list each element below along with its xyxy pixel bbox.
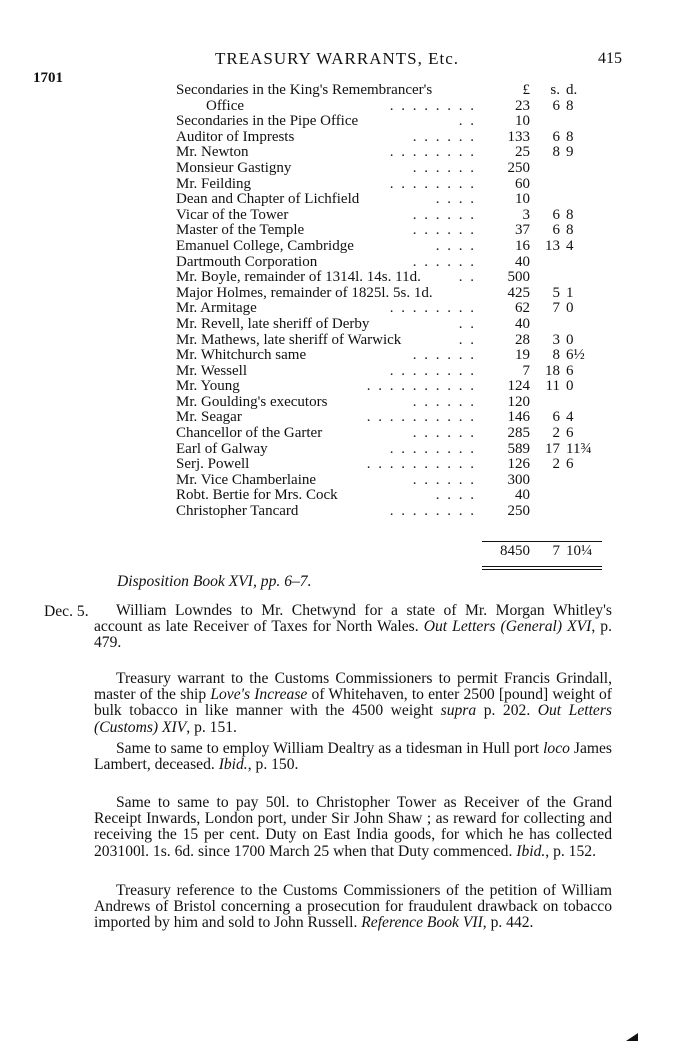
ledger-row-pence: 6½ [566,347,585,364]
disposition-reference [117,574,311,590]
ledger-row-pounds: 589 [507,440,530,457]
ledger-row-pence: 11¾ [566,440,592,457]
ledger-row [176,488,604,504]
ledger-row-leader: . . . . . . [412,471,476,488]
ledger-row-pounds: 28 [515,331,530,348]
ledger-row-name: Chancellor of the Garter [176,425,323,442]
ledger-total-row [176,544,604,560]
ledger-row-name: Master of the Temple [176,222,305,239]
ledger-row-leader: . . [458,113,476,130]
ledger-row [176,177,604,193]
ledger-row-shillings: 6 [552,128,560,145]
ship-name: Love's Increase [210,686,308,704]
ledger-row-pounds: 10 [515,113,530,130]
supra-word: supra [440,702,477,720]
entry-text: p. 202. [476,702,538,720]
ledger-row-shillings: 7 [552,300,560,317]
ledger-row [176,208,604,224]
ledger-row-leader: . . [458,315,476,332]
ledger-row-shillings: 6 [552,222,560,239]
ledger-row-pounds: 37 [515,222,530,239]
total-pounds: 8450 [500,543,530,559]
ibid-word: Ibid. [218,756,248,774]
ledger-row-leader: . . . . . . [412,425,476,442]
col-shillings-header: s. [550,82,560,98]
ledger-row-name: Mr. Armitage [176,300,257,317]
total-rule-top [482,541,602,542]
ledger-row-pounds: 285 [507,425,530,442]
ledger-row-leader: . . . . . . [412,393,476,410]
ledger-row-pence: 8 [566,222,574,239]
disposition-book: Disposition Book XVI [117,573,253,590]
ledger-row-shillings: 18 [545,362,560,379]
ledger-row-pounds: 133 [507,128,530,145]
ledger-row-shillings: 5 [552,284,560,301]
ledger-row-shillings: 3 [552,331,560,348]
ledger-row-pounds: 23 [515,97,530,114]
ledger-row-name: Serj. Powell [176,456,250,473]
ledger-row-name: Dean and Chapter of Lichfield [176,191,360,208]
ledger-row-leader: . . . . . . . . [389,97,476,114]
ledger-row-shillings: 6 [552,97,560,114]
ledger-row-leader: . . . . [435,237,476,254]
ledger-row-shillings: 8 [552,144,560,161]
ledger-row-shillings: 17 [545,440,560,457]
ledger-row [176,255,604,271]
ledger-row-name: Mr. Wessell [176,362,248,379]
ledger-row-pounds: 120 [507,393,530,410]
ledger-row-shillings: 6 [552,409,560,426]
ledger-row-pounds: 124 [507,378,530,395]
ledger-row-shillings: 11 [545,378,560,395]
ledger-row-name: Major Holmes, remainder of 1825l. 5s. 1d. [176,284,433,301]
ledger-row-pounds: 40 [515,315,530,332]
ledger-row-pounds: 300 [507,471,530,488]
ledger-row-pounds: 25 [515,144,530,161]
total-rule-bottom-1 [482,566,602,567]
ledger-row-pounds: 16 [515,237,530,254]
ledger-row-pounds: 7 [522,362,530,379]
ledger-row-pence: 8 [566,206,574,223]
ledger-row-name: Mr. Boyle, remainder of 1314l. 14s. 11d. [176,269,421,286]
total-rule-bottom-2 [482,569,602,570]
ledger-row [176,317,604,333]
ledger-row-leader: . . . . . . [412,128,476,145]
ledger-row-leader: . . . . [435,487,476,504]
ledger-row-name: Mr. Mathews, late sheriff of Warwick [176,331,402,348]
ledger-row [176,395,604,411]
entry-text: James Lambert, deceased. [94,740,613,774]
ledger-row-pounds: 19 [515,347,530,364]
ledger-row [176,348,604,364]
ledger-row-name: Emanuel College, Cambridge [176,237,354,254]
ledger-row-leader: . . . . [435,191,476,208]
ledger-row-name: Mr. Goulding's executors [176,393,328,410]
entry-dealtry [94,741,612,773]
ledger-row [176,457,604,473]
ledger-row [176,161,604,177]
entry-date: Dec. 5. [44,603,89,620]
page-title: TREASURY WARRANTS, Etc. [214,49,460,68]
entry-text: William Lowndes to Mr. Chetwynd for a state of Mr. Morgan Whitley's account as late Receiver of Taxes for North Wales. [94,602,612,636]
entry-text: Treasury warrant to the Customs Commissioners to permit Francis Grindall, master of the ship [94,670,612,704]
ledger-row-name: Secondaries in the King's Remembrancer's [176,82,433,98]
ledger-row-leader: . . [458,331,476,348]
ledger-row-pounds: 146 [507,409,530,426]
ledger-row-pence: 0 [566,331,574,348]
ledger-row-leader: . . . . . . . . . . [366,456,476,473]
ledger-row-pounds: 10 [515,191,530,208]
ledger-row-pounds: 126 [507,456,530,473]
entry-pages: , p. 442. [482,914,534,932]
entry-reference: Reference Book VII [361,914,483,932]
ledger-row-name: Mr. Feilding [176,175,252,192]
ledger-row-leader: . . . . . . . . . . [366,378,476,395]
entry-pages: , p. 151. [186,718,237,736]
ledger-row-pence: 0 [566,300,574,317]
ledger-row [176,223,604,239]
ledger-row-leader: . . . . . . . . [389,144,476,161]
entry-pages: , p. 152. [545,842,596,860]
ledger-row [176,301,604,317]
ledger-row-pence: 6 [566,362,574,379]
ibid-word: Ibid. [516,842,546,860]
ledger-row-name: Mr. Vice Chamberlaine [176,471,317,488]
total-pence: 10¼ [566,543,593,559]
ledger-row-leader: . . . . . . . . [389,362,476,379]
ledger-row-leader: . . . . . . . . . . [366,409,476,426]
ledger-row-name: Earl of Galway [176,440,268,457]
ledger-row-shillings: 2 [552,456,560,473]
ledger-row-leader: . . . . . . [412,347,476,364]
ledger-row-name: Mr. Young [176,378,240,395]
ledger-row [176,145,604,161]
ledger-row [176,286,604,302]
entry-pages: , p. 150. [247,756,299,774]
ledger-row-pence: 6 [566,456,574,473]
ledger-row-pounds: 62 [515,300,530,317]
ledger-header-row [176,83,604,99]
ledger-row-leader: . . [458,269,476,286]
ledger-row-pence: 1 [566,284,574,301]
ledger-row-pounds: 500 [507,269,530,286]
ledger-row [176,130,604,146]
ledger-row [176,114,604,130]
ledger-row-name: Christopher Tancard [176,503,299,520]
ledger-row-shillings: 13 [545,237,560,254]
entry-lowndes [94,603,612,652]
entry-tower [94,795,612,860]
ledger-row [176,192,604,208]
ledger-row [176,442,604,458]
ledger-row-leader: . . . . . . . . [389,300,476,317]
ledger-row [176,426,604,442]
entry-pages: , p. 479. [94,618,612,652]
ledger-row [176,99,604,115]
ledger-row-leader: . . . . . . [412,222,476,239]
ledger-row-name: Auditor of Imprests [176,128,295,145]
ledger-row-shillings: 8 [552,347,560,364]
entry-text: of Whitehaven, to enter 2500 [pound] weight of bulk tobacco in like manner with the 4500 weight [94,686,612,720]
ledger-row-leader: . . . . . . . . [389,503,476,520]
entry-reference: Out Letters (Customs) XIV [94,702,612,736]
ledger-row-leader: . . . . . . . . [389,175,476,192]
ledger-row [176,410,604,426]
ledger-row-pounds: 425 [507,284,530,301]
ledger-row-pence: 4 [566,237,574,254]
entry-text: Same to same to employ William Dealtry as a tidesman in Hull port [116,740,544,757]
ledger-row-name: Monsieur Gastigny [176,159,292,176]
ledger-row [176,473,604,489]
ledger-row-leader: . . . . . . [412,253,476,270]
col-pounds-header: £ [522,82,530,98]
ledger-row-pounds: 250 [507,503,530,520]
ledger-row-leader: . . . . . . [412,159,476,176]
entry-text: Same to same to pay 50l. to Christopher Tower as Receiver of the Grand Receipt Inwards, London port, under Sir John Shaw ; as reward for collecting and receiving the 15 per cent. Duty on East India goods, for which he has collected 203100l. 1s. 6d. since 1700 March 25 when that Duty commenced. [94,794,612,860]
ledger-row [176,333,604,349]
ledger-row-name: Mr. Newton [176,144,249,161]
ledger-row [176,504,604,520]
ledger-table [176,83,604,520]
ledger-row-shillings: 2 [552,425,560,442]
ledger-row-pence: 0 [566,378,574,395]
ledger-row-shillings: 6 [552,206,560,223]
entry-andrews [94,883,612,932]
page-number: 415 [598,50,622,67]
ledger-row-pounds: 250 [507,159,530,176]
ledger-row [176,364,604,380]
ledger-row [176,239,604,255]
col-pence-header: d. [566,82,578,98]
entry-text: Treasury reference to the Customs Commissioners of the petition of William Andrews of Bristol concerning a prosecution for fraudulent drawback on tobacco imported by him and sold to John Russell. [94,882,612,932]
ledger-row-pounds: 40 [515,487,530,504]
ledger-row-leader: . . . . . . [412,206,476,223]
entry-reference: Out Letters (General) XVI [423,618,592,636]
ledger-row-pence: 8 [566,97,574,114]
total-shillings: 7 [552,543,560,559]
ledger-row-name: Vicar of the Tower [176,206,289,223]
ledger-row-name: Dartmouth Corporation [176,253,318,270]
ledger-row [176,379,604,395]
ledger-row-pounds: 40 [515,253,530,270]
ledger-row-pence: 4 [566,409,574,426]
corner-mark-icon [626,1033,638,1041]
entry-grindall [94,671,612,736]
ledger-row-name: Office [206,97,245,114]
ledger-row-name: Mr. Whitchurch same [176,347,307,364]
ledger-row-name: Mr. Revell, late sheriff of Derby [176,315,370,332]
ledger-row [176,270,604,286]
ledger-row-pence: 6 [566,425,574,442]
ledger-row-name: Robt. Bertie for Mrs. Cock [176,487,338,504]
ledger-row-leader: . . . . . . . . [389,440,476,457]
loco-word: loco [543,740,570,757]
disposition-pages: , pp. 6–7. [253,573,312,590]
ledger-row-pence: 9 [566,144,574,161]
year-label: 1701 [33,70,63,86]
ledger-row-pounds: 60 [515,175,530,192]
ledger-row-pounds: 3 [522,206,530,223]
ledger-row-name: Secondaries in the Pipe Office [176,113,359,130]
ledger-row-name: Mr. Seagar [176,409,242,426]
ledger-row-pence: 8 [566,128,574,145]
